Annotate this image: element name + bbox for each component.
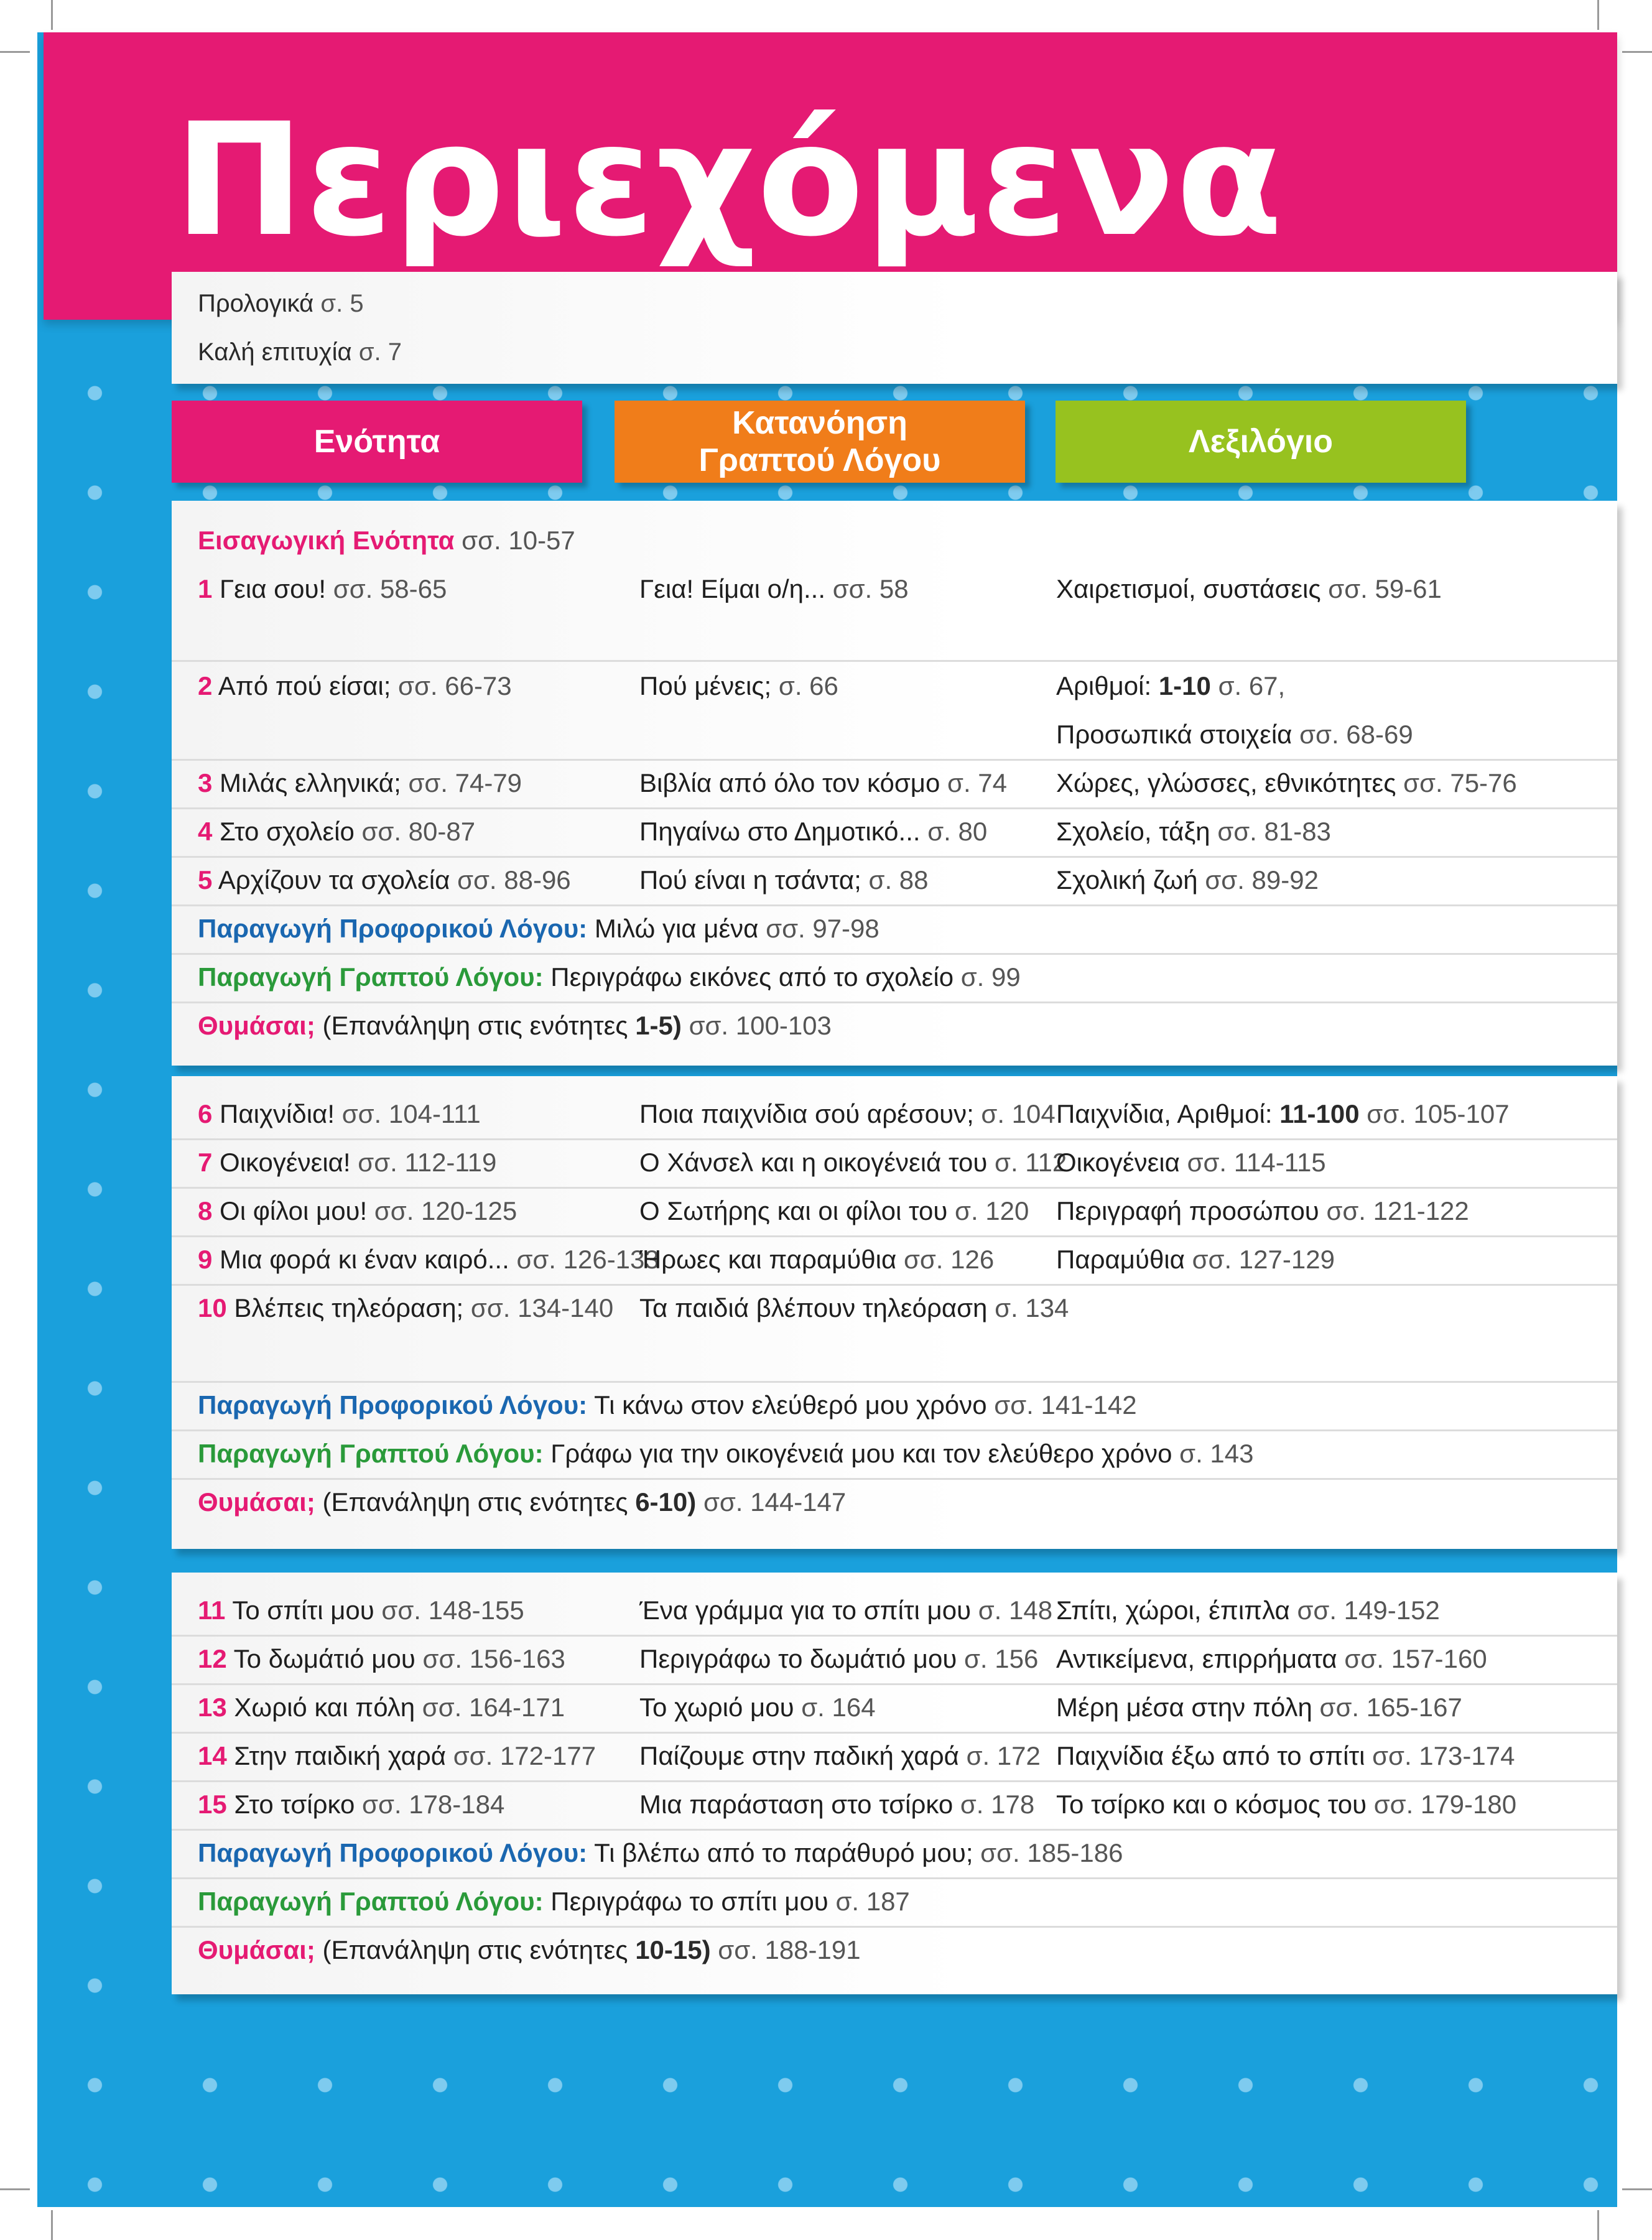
oral-production-row: Παραγωγή Προφορικού Λόγου: Τι κάνω στον ελεύθερό μου χρόνο σσ. 141-142 [172, 1381, 1617, 1431]
table-row: 5 Αρχίζουν τα σχολεία σσ. 88-96 Πού είναι η τσάντα; σ. 88 Σχολική ζωή σσ. 89-92 [172, 856, 1617, 906]
crop-mark [1597, 0, 1599, 30]
crop-mark [51, 0, 53, 30]
crop-mark [1622, 2188, 1652, 2190]
oral-production-row: Παραγωγή Προφορικού Λόγου: Τι βλέπω από το παράθυρό μου; σσ. 185-186 [172, 1829, 1617, 1879]
column-header-vocabulary: Λεξιλόγιο [1056, 401, 1466, 483]
table-row: 9 Μια φορά κι έναν καιρό... σσ. 126-133 Ήρωες και παραμύθια σσ. 126 Παραμύθια σσ. 127-129 [172, 1235, 1617, 1286]
table-row: 1 Γεια σου! σσ. 58-65 Γεια! Είμαι ο/η... σσ. 58 Χαιρετισμοί, συστάσεις σσ. 59-61 [198, 574, 1442, 603]
crop-mark [51, 2210, 53, 2240]
written-production-row: Παραγωγή Γραπτού Λόγου: Περιγράφω εικόνες από το σχολείο σ. 99 [172, 953, 1617, 1003]
table-row: 6 Παιχνίδια! σσ. 104-111 Ποια παιχνίδια σού αρέσουν; σ. 104 Παιχνίδια, Αριθμοί: 11-100 σσ. 105-107 [172, 1090, 1617, 1140]
table-row: 10 Βλέπεις τηλεόραση; σσ. 134-140 Τα παιδιά βλέπουν τηλεόραση σ. 134 [198, 1293, 1069, 1322]
table-row: 4 Στο σχολείο σσ. 80-87 Πηγαίνω στο Δημοτικό... σ. 80 Σχολείο, τάξη σσ. 81-83 [172, 807, 1617, 858]
table-row: 7 Οικογένεια! σσ. 112-119 Ο Χάνσελ και η οικογένειά του σ. 112 Οικογένεια σσ. 114-115 [172, 1138, 1617, 1189]
intro-panel [172, 272, 1617, 384]
review-row: Θυμάσαι; (Επανάληψη στις ενότητες 1-5) σσ. 100-103 [198, 1011, 832, 1040]
review-row: Θυμάσαι; (Επανάληψη στις ενότητες 6-10) σσ. 144-147 [198, 1487, 847, 1517]
table-row: 13 Χωριό και πόλη σσ. 164-171 Το χωριό μου σ. 164 Μέρη μέσα στην πόλη σσ. 165-167 [172, 1683, 1617, 1734]
intro-item: Καλή επιτυχία σ. 7 [198, 338, 402, 366]
table-row: 14 Στην παιδική χαρά σσ. 172-177 Παίζουμε στην παδική χαρά σ. 172 Παιχνίδια έξω από το σπίτι σσ. 173-174 [172, 1732, 1617, 1782]
table-row: 12 Το δωμάτιό μου σσ. 156-163 Περιγράφω το δωμάτιό μου σ. 156 Αντικείμενα, επιρρήματα σσ. 157-160 [172, 1635, 1617, 1685]
crop-mark [0, 51, 30, 53]
table-row: 15 Στο τσίρκο σσ. 178-184 Μια παράσταση στο τσίρκο σ. 178 Το τσίρκο και ο κόσμος του σσ. 179-180 [172, 1780, 1617, 1831]
table-row: 11 Το σπίτι μου σσ. 148-155 Ένα γράμμα για το σπίτι μου σ. 148 Σπίτι, χώροι, έπιπλα σσ. 149-152 [172, 1586, 1617, 1637]
written-production-row: Παραγωγή Γραπτού Λόγου: Περιγράφω το σπίτι μου σ. 187 [172, 1877, 1617, 1928]
written-production-row: Παραγωγή Γραπτού Λόγου: Γράφω για την οικογένειά μου και τον ελεύθερο χρόνο σ. 143 [172, 1429, 1617, 1480]
intro-item: Προλογικά σ. 5 [198, 290, 364, 317]
row-divider [172, 611, 1617, 662]
oral-production-row: Παραγωγή Προφορικού Λόγου: Μιλώ για μένα σσ. 97-98 [172, 904, 1617, 955]
intro-unit-row: Εισαγωγική Ενότητα σσ. 10-57 [198, 526, 575, 555]
page-title: Περιεχόμενα [174, 90, 1284, 271]
column-header-unit: Ενότητα [172, 401, 582, 483]
table-row: 8 Οι φίλοι μου! σσ. 120-125 Ο Σωτήρης και οι φίλοι του σ. 120 Περιγραφή προσώπου σσ. 121-122 [172, 1187, 1617, 1237]
table-row: Προσωπικά στοιχεία σσ. 68-69 [172, 710, 1617, 761]
crop-mark [0, 2188, 30, 2190]
table-row-spacer [172, 1332, 1617, 1383]
column-header-reading: Κατανόηση Γραπτού Λόγου [615, 401, 1025, 483]
crop-mark [1597, 2210, 1599, 2240]
crop-mark [1622, 51, 1652, 53]
review-row: Θυμάσαι; (Επανάληψη στις ενότητες 10-15) σσ. 188-191 [198, 1935, 861, 1964]
table-row: 3 Μιλάς ελληνικά; σσ. 74-79 Βιβλία από όλο τον κόσμο σ. 74 Χώρες, γλώσσες, εθνικότητες σσ. 75-76 [172, 759, 1617, 809]
table-row: 2 Από πού είσαι; σσ. 66-73 Πού μένεις; σ. 66 Αριθμοί: 1-10 σ. 67, [198, 671, 1286, 700]
